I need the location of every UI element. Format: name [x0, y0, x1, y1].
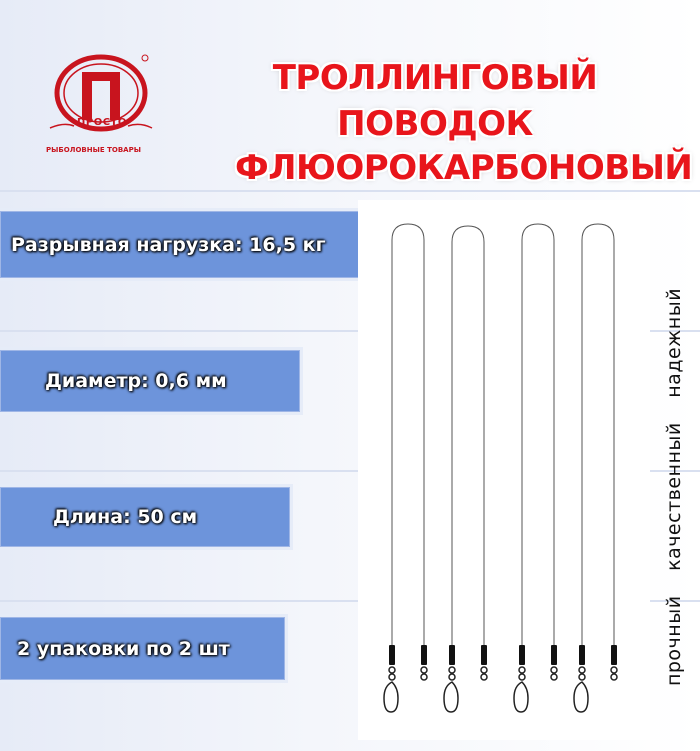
background-stripe	[0, 190, 700, 192]
diameter-text: Диаметр: 0,6 мм	[45, 370, 227, 392]
product-image	[358, 200, 650, 740]
package-badge	[0, 617, 285, 680]
length-badge	[0, 487, 290, 547]
title-line-1: ТРОЛЛИНГОВЫЙ	[272, 58, 598, 98]
breaking-load-text: Разрывная нагрузка: 16,5 кг	[11, 233, 326, 256]
title-line-3: ФЛЮОРОКАРБОНОВЫЙ	[235, 148, 693, 188]
diameter-badge	[0, 350, 300, 412]
title-line-2: ПОВОДОК	[337, 104, 533, 144]
leader-illustration	[358, 200, 650, 740]
package-text: 2 упаковки по 2 шт	[17, 637, 230, 660]
features-vertical	[654, 232, 694, 742]
breaking-load-badge	[0, 211, 372, 278]
length-text: Длина: 50 см	[53, 506, 198, 528]
features-text: прочный качественный надежный	[663, 287, 685, 687]
brand-logo	[44, 50, 164, 160]
brand-subtitle: РЫБОЛОВНЫЕ ТОВАРЫ	[46, 146, 141, 154]
brand-name: ПРОСТО	[77, 117, 127, 128]
